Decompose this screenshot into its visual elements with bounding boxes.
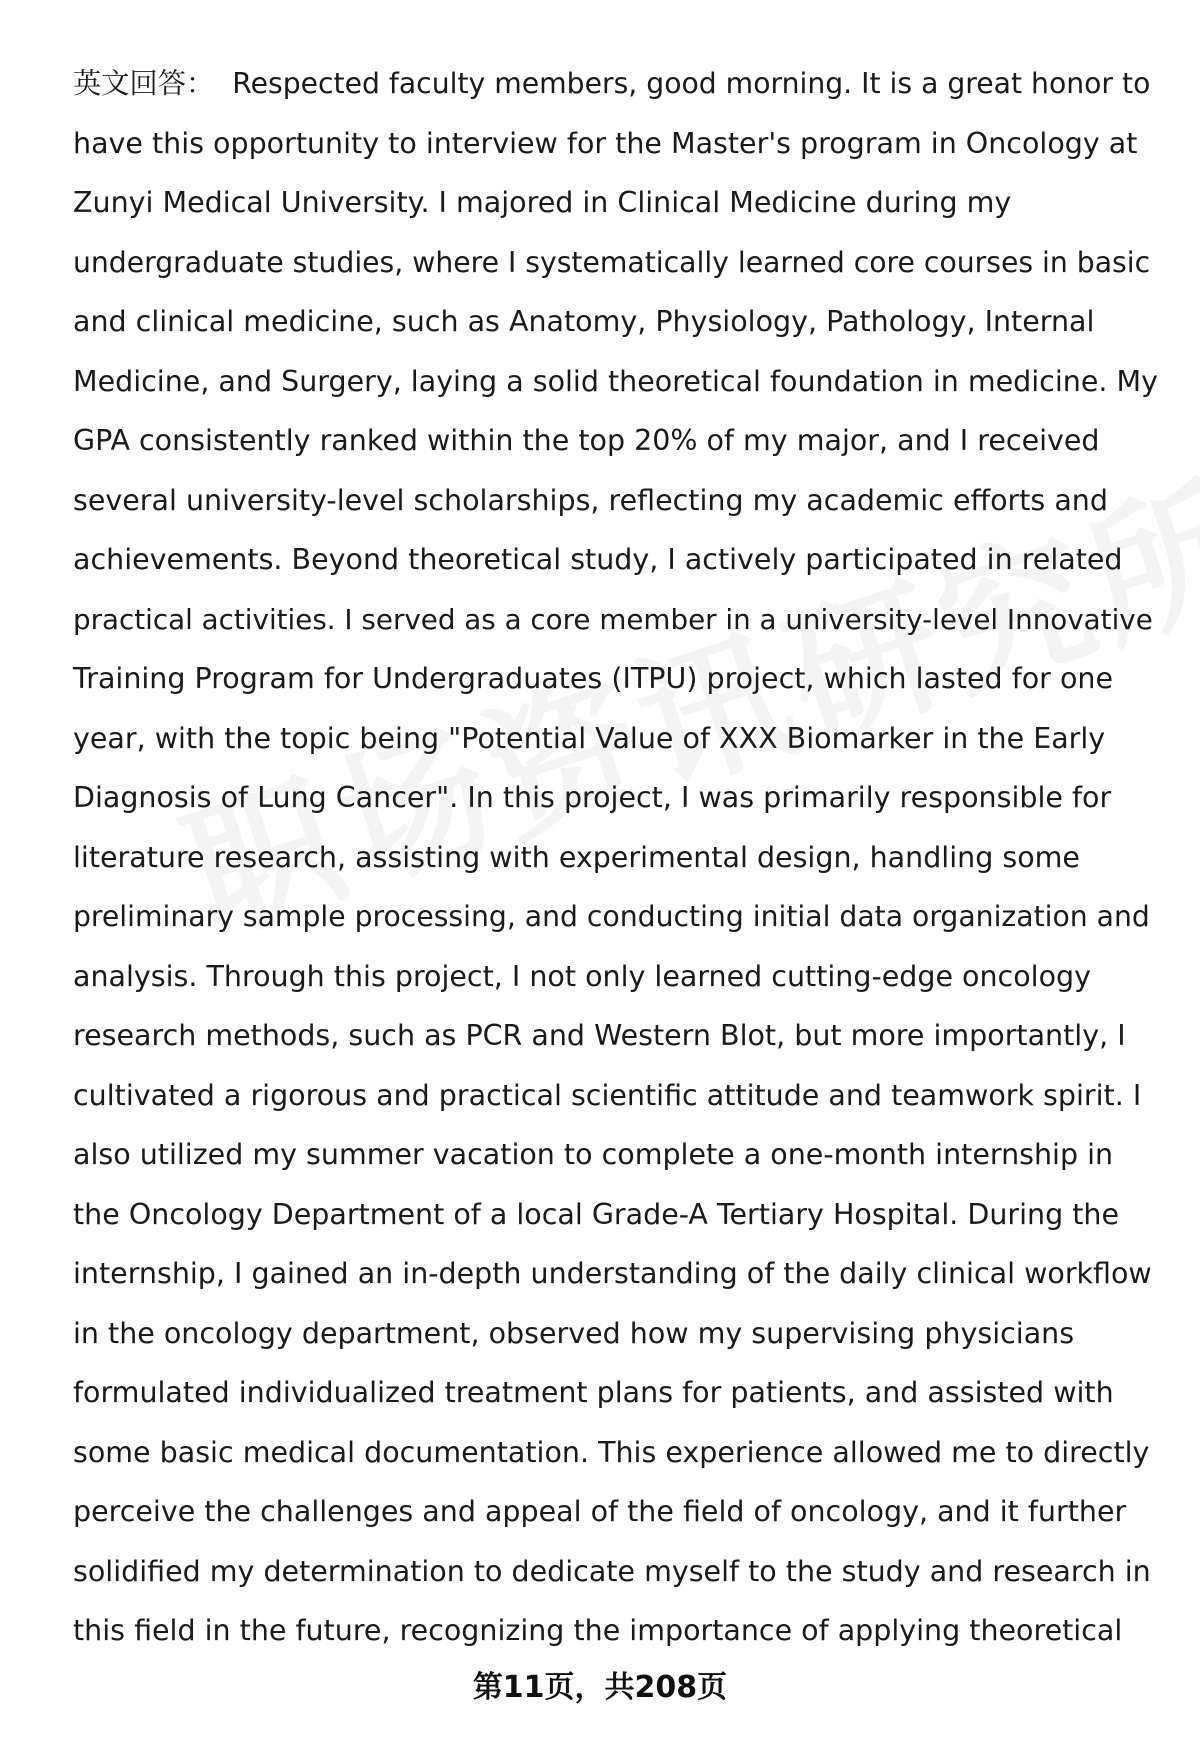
text-line: also utilized my summer vacation to complete a one-month internship in [73,1138,1114,1171]
text-line: Diagnosis of Lung Cancer". In this project, I was primarily responsible for [73,781,1112,814]
text-line: year, with the topic being "Potential Value of XXX Biomarker in the Early [73,721,1106,755]
text-line: research methods, such as PCR and Western Blot, but more importantly, I [73,1019,1126,1052]
text-line: formulated individualized treatment plans for patients, and assisted with [73,1376,1114,1409]
text-line: in the oncology department, observed how my supervising physicians [73,1316,1075,1350]
text-line: practical activities. I served as a core member in a university-level Innovative [73,602,1153,636]
text-line: solidified my determination to dedicate myself to the study and research in [73,1554,1151,1588]
page-indicator: 第11页，共208页 [472,1670,728,1705]
text-line: perceive the challenges and appeal of the field of oncology, and it further [73,1495,1127,1528]
text-line: this field in the future, recognizing the importance of applying theoretical [73,1614,1123,1647]
text-line: Medicine, and Surgery, laying a solid theoretical foundation in medicine. My [73,364,1158,398]
text-line: cultivated a rigorous and practical scientific attitude and teamwork spirit. I [73,1078,1142,1112]
text-line: have this opportunity to interview for the Master's program in Oncology at [73,126,1138,160]
answer-label: 英文回答： [73,67,215,100]
text-line: Zunyi Medical University. I majored in Clinical Medicine during my [73,186,1012,219]
text-line: some basic medical documentation. This experience allowed me to directly [73,1435,1150,1469]
text-line: 英文回答： Respected faculty members, good morning. It is a great honor to [73,67,1151,100]
text-line: the Oncology Department of a local Grade-A Tertiary Hospital. During the [73,1197,1119,1231]
text-line: GPA consistently ranked within the top 20% of my major, and I received [73,424,1100,457]
text-line: achievements. Beyond theoretical study, I actively participated in related [73,543,1123,576]
answer-body [73,54,1158,1661]
text-line: literature research, assisting with experimental design, handling some [73,840,1080,874]
text-line: Training Program for Undergraduates (ITPU) project, which lasted for one [73,662,1113,695]
text-line: several university-level scholarships, reflecting my academic efforts and [73,483,1108,517]
text-line: and clinical medicine, such as Anatomy, Physiology, Pathology, Internal [73,305,1095,338]
text-line: preliminary sample processing, and conducting initial data organization and [73,900,1150,933]
text-line: internship, I gained an in-depth understanding of the daily clinical workflow [73,1257,1152,1290]
text-line: analysis. Through this project, I not only learned cutting-edge oncology [73,959,1091,993]
text-line: undergraduate studies, where I systematically learned core courses in basic [73,245,1151,279]
answer-text [73,54,1158,1661]
